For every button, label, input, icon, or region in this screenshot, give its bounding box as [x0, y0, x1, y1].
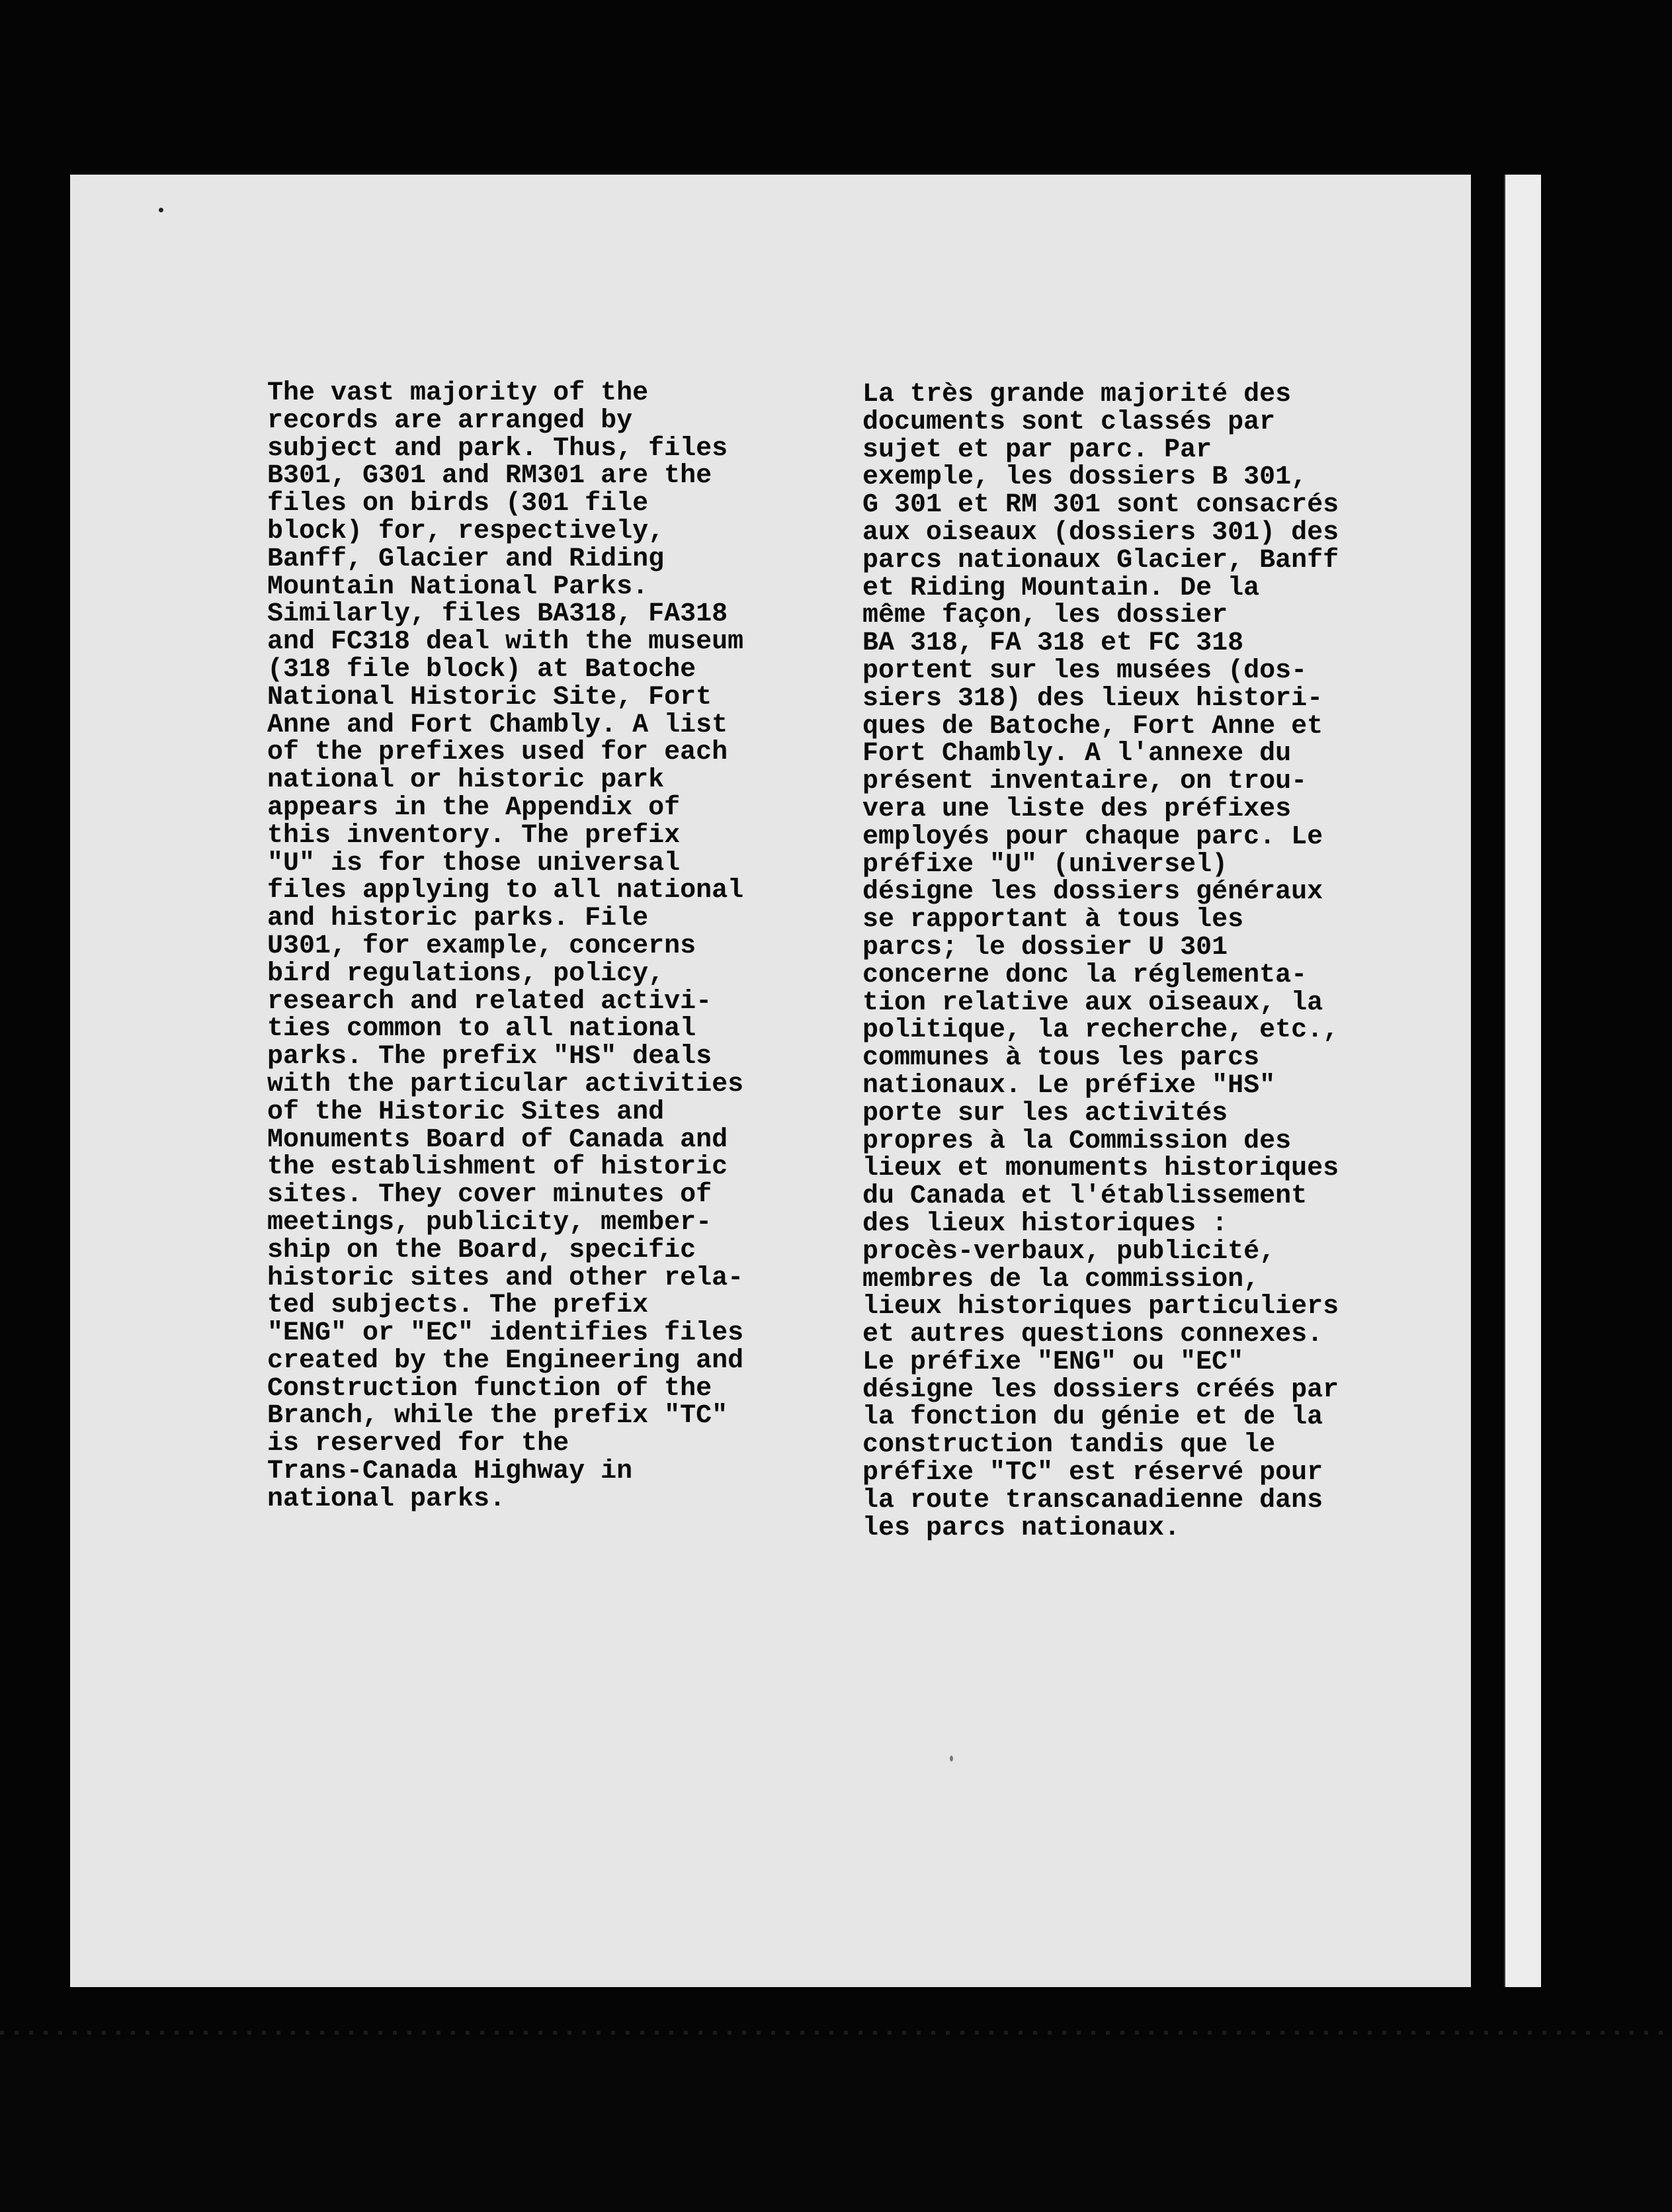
- text-line: ship on the Board, specific: [267, 1235, 696, 1265]
- text-line: portent sur les musées (dos-: [862, 656, 1308, 686]
- text-line: des lieux historiques :: [862, 1209, 1228, 1239]
- text-line: created by the Engineering and: [267, 1345, 744, 1376]
- text-line: Fort Chambly. A l'annexe du: [862, 739, 1292, 769]
- text-line: préfixe "U" (universel): [862, 849, 1228, 880]
- text-line: national parks.: [267, 1484, 506, 1514]
- text-line: et autres questions connexes.: [862, 1320, 1323, 1350]
- text-line: présent inventaire, on trou-: [862, 767, 1308, 797]
- text-line: propres à la Commission des: [862, 1126, 1292, 1156]
- text-line: The vast majority of the: [267, 378, 649, 408]
- text-line: même façon, les dossier: [862, 601, 1228, 631]
- text-line: tion relative aux oiseaux, la: [862, 988, 1323, 1018]
- text-line: appears in the Appendix of: [267, 792, 681, 823]
- text-line: Similarly, files BA318, FA318: [267, 599, 728, 630]
- text-line: du Canada et l'établissement: [862, 1181, 1308, 1212]
- text-line: parcs; le dossier U 301: [862, 932, 1228, 962]
- text-line: Anne and Fort Chambly. A list: [267, 710, 728, 740]
- text-line: of the Historic Sites and: [267, 1097, 665, 1127]
- text-line: la fonction du génie et de la: [862, 1402, 1323, 1433]
- text-line: Mountain National Parks.: [267, 572, 649, 602]
- text-line: parcs nationaux Glacier, Banff: [862, 545, 1339, 575]
- text-line: lieux et monuments historiques: [862, 1154, 1339, 1184]
- text-line: la route transcanadienne dans: [862, 1485, 1323, 1515]
- text-line: La très grande majorité des: [862, 380, 1292, 409]
- text-line: research and related activi-: [267, 986, 712, 1017]
- text-line: historic sites and other rela-: [267, 1263, 744, 1293]
- text-line: files applying to all national: [267, 876, 744, 906]
- text-line: porte sur les activités: [862, 1098, 1228, 1128]
- text-line: se rapportant à tous les: [862, 905, 1244, 935]
- text-line: records are arranged by: [267, 405, 633, 436]
- text-line: nationaux. Le préfixe "HS": [862, 1070, 1276, 1101]
- text-line: parks. The prefix "HS" deals: [267, 1042, 712, 1072]
- text-line: bird regulations, policy,: [267, 958, 665, 989]
- text-line: G 301 et RM 301 sont consacrés: [862, 490, 1339, 521]
- text-line: membres de la commission,: [862, 1264, 1260, 1295]
- text-line: sujet et par parc. Par: [862, 435, 1212, 465]
- text-line: aux oiseaux (dossiers 301) des: [862, 517, 1339, 548]
- text-line: Le préfixe "ENG" ou "EC": [862, 1347, 1244, 1377]
- text-line: Branch, while the prefix "TC": [267, 1401, 728, 1431]
- text-line: désigne les dossiers généraux: [862, 877, 1323, 908]
- text-line: Trans-Canada Highway in: [267, 1457, 633, 1487]
- text-line: siers 318) des lieux histori-: [862, 683, 1323, 714]
- text-line: ties common to all national: [267, 1014, 696, 1044]
- scanned-page: [70, 175, 1471, 1987]
- french-column: [862, 381, 1372, 1542]
- text-line: procès-verbaux, publicité,: [862, 1236, 1276, 1267]
- text-line: block) for, respectively,: [267, 516, 665, 546]
- text-line: national or historic park: [267, 765, 665, 796]
- text-line: of the prefixes used for each: [267, 738, 728, 768]
- scan-border-noise: [0, 2031, 1672, 2035]
- text-line: et Riding Mountain. De la: [862, 573, 1260, 603]
- scan-speck: [159, 208, 163, 212]
- text-line: préfixe "TC" est réservé pour: [862, 1458, 1323, 1488]
- scan-bottom-margin: [0, 2037, 1672, 2212]
- text-line: National Historic Site, Fort: [267, 682, 712, 712]
- text-line: Banff, Glacier and Riding: [267, 544, 665, 574]
- text-line: Monuments Board of Canada and: [267, 1125, 728, 1155]
- text-line: with the particular activities: [267, 1069, 744, 1099]
- text-line: lieux historiques particuliers: [862, 1292, 1339, 1322]
- english-column: [267, 380, 776, 1513]
- text-line: and FC318 deal with the museum: [267, 627, 744, 658]
- text-line: vera une liste des préfixes: [862, 794, 1292, 824]
- text-line: files on birds (301 file: [267, 489, 649, 519]
- text-line: B301, G301 and RM301 are the: [267, 461, 712, 491]
- page-edge-strip: [1505, 175, 1541, 1987]
- text-line: "ENG" or "EC" identifies files: [267, 1318, 744, 1349]
- text-line: Construction function of the: [267, 1373, 712, 1404]
- text-line: exemple, les dossiers B 301,: [862, 462, 1308, 493]
- text-line: employés pour chaque parc. Le: [862, 822, 1323, 852]
- text-line: U301, for example, concerns: [267, 931, 696, 961]
- text-line: désigne les dossiers créés par: [862, 1375, 1339, 1405]
- text-line: the establishment of historic: [267, 1152, 728, 1183]
- text-line: is reserved for the: [267, 1429, 569, 1459]
- text-line: "U" is for those universal: [267, 848, 681, 878]
- text-line: meetings, publicity, member-: [267, 1207, 712, 1238]
- text-line: this inventory. The prefix: [267, 820, 681, 851]
- text-line: BA 318, FA 318 et FC 318: [862, 628, 1244, 659]
- text-line: politique, la recherche, etc.,: [862, 1015, 1339, 1046]
- text-line: subject and park. Thus, files: [267, 433, 728, 464]
- text-line: ques de Batoche, Fort Anne et: [862, 711, 1323, 742]
- text-line: and historic parks. File: [267, 904, 649, 934]
- text-line: les parcs nationaux.: [862, 1513, 1181, 1543]
- text-line: communes à tous les parcs: [862, 1043, 1260, 1074]
- text-line: sites. They cover minutes of: [267, 1180, 712, 1211]
- text-line: concerne donc la réglementa-: [862, 960, 1308, 990]
- scan-speck: [950, 1756, 953, 1762]
- text-line: construction tandis que le: [862, 1430, 1276, 1461]
- text-line: ted subjects. The prefix: [267, 1291, 649, 1321]
- text-line: (318 file block) at Batoche: [267, 654, 696, 685]
- text-line: documents sont classés par: [862, 407, 1276, 437]
